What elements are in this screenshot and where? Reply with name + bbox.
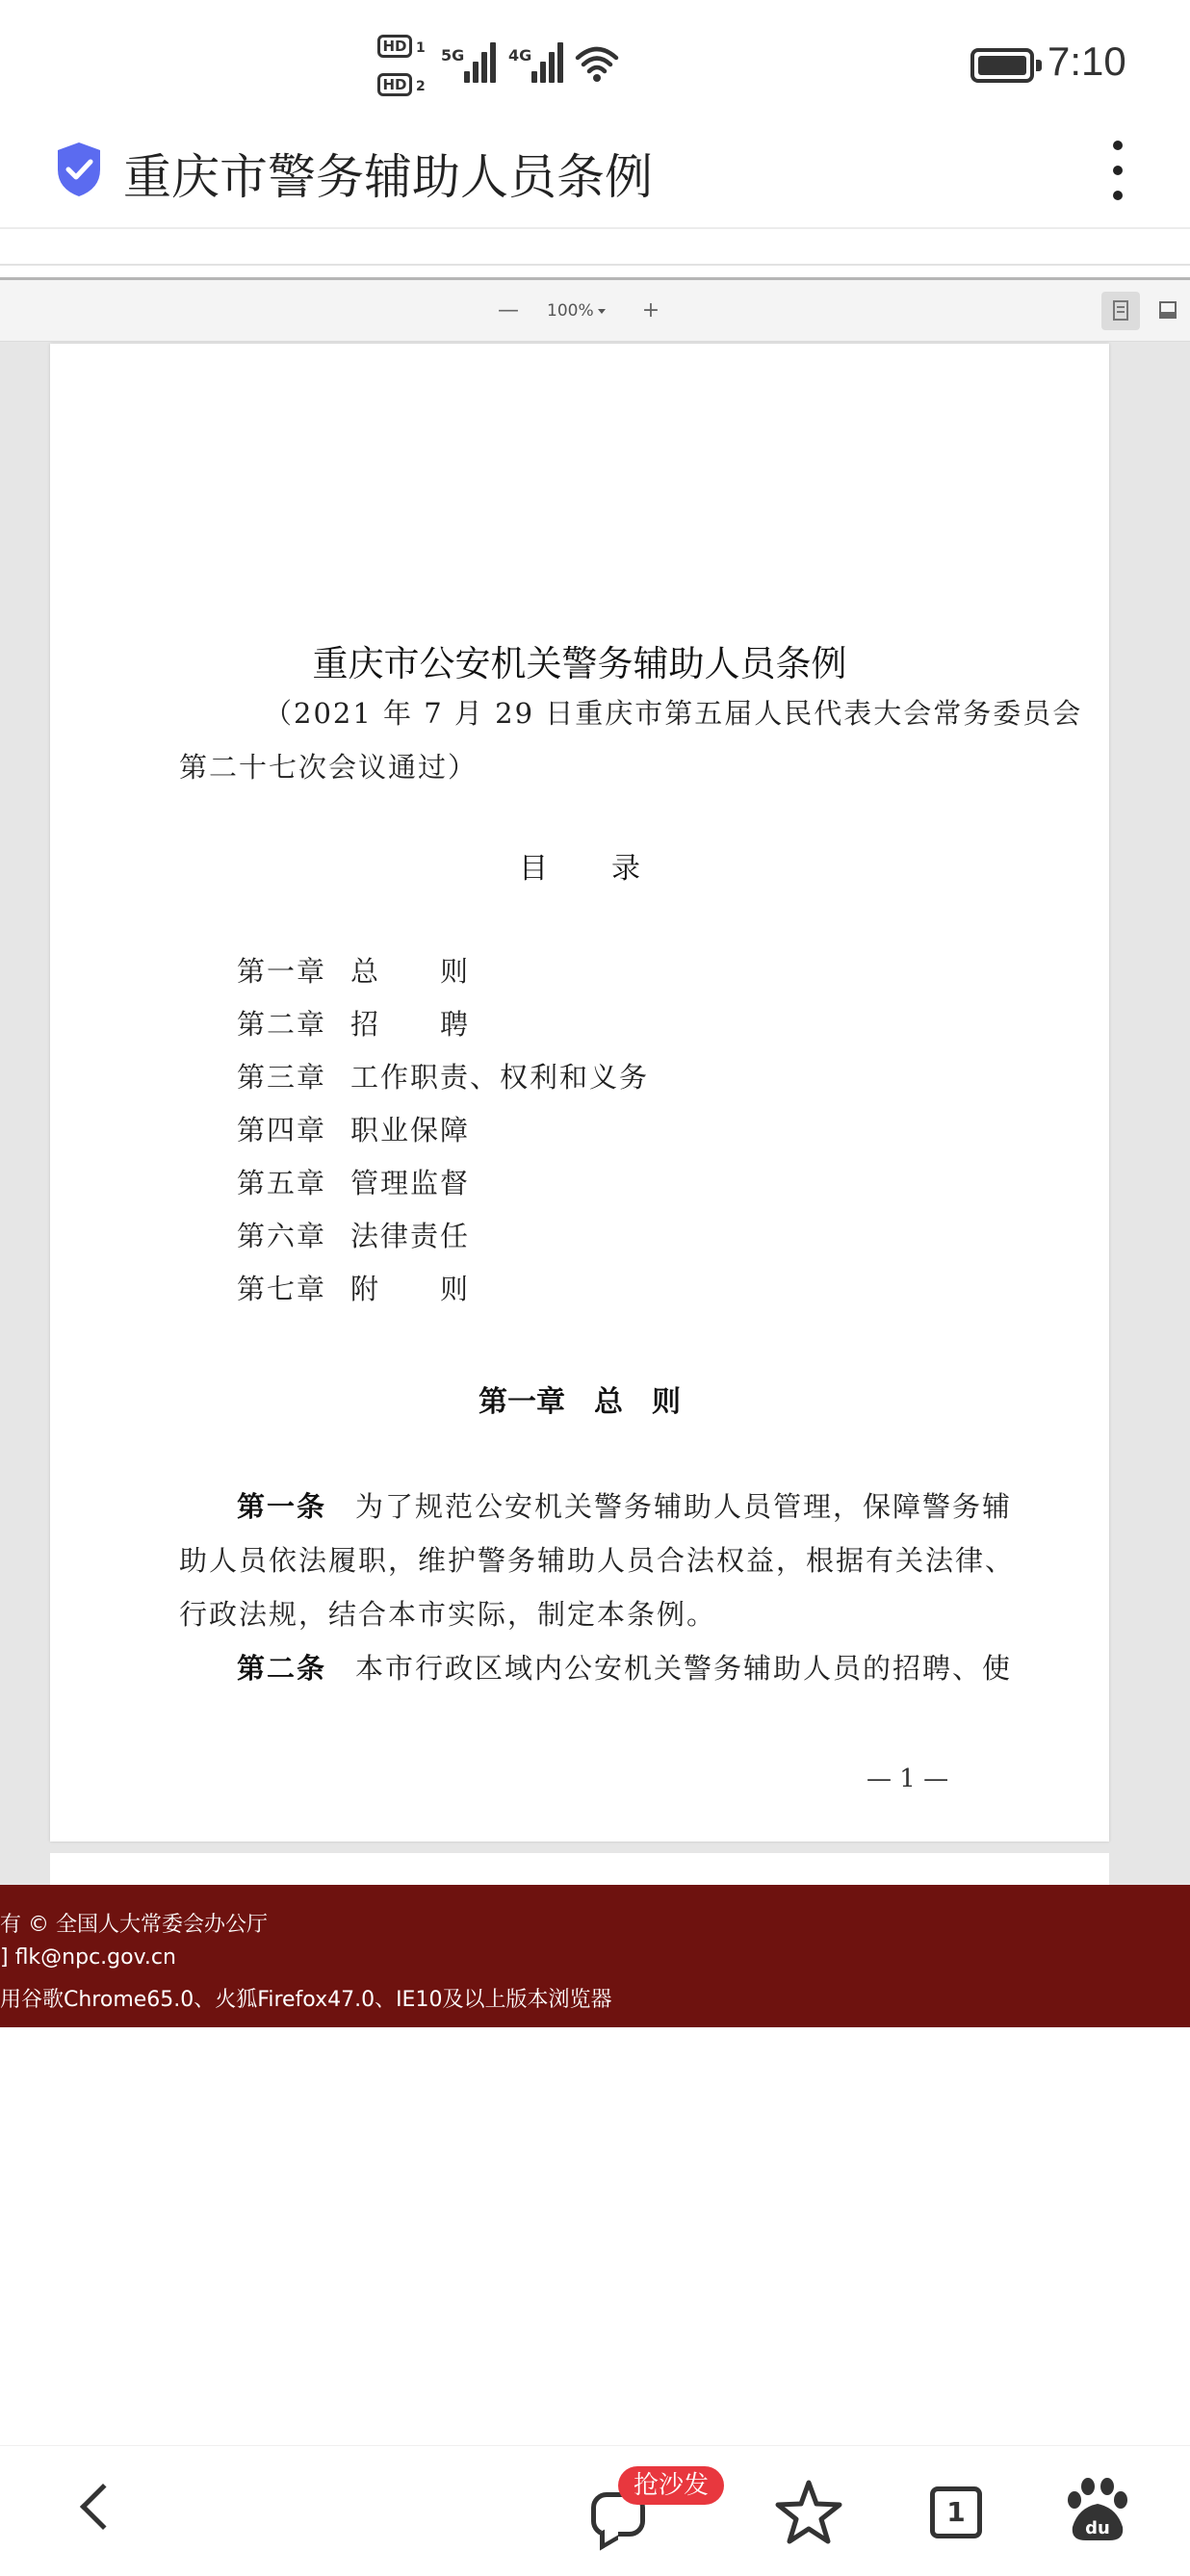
hd-badge-1: HD (377, 35, 412, 58)
article2-line1 (237, 1647, 1012, 1687)
battery-icon (970, 48, 1034, 83)
toc-item (237, 1056, 649, 1095)
toc-item-number: 第六章 (237, 1220, 327, 1252)
footer-email[interactable]: ] flk@npc.gov.cn (0, 1945, 176, 1970)
clock-time: 7:10 (1048, 39, 1126, 84)
signal-bars-icon (464, 39, 499, 83)
page-number: — 1 — (867, 1765, 949, 1793)
document-page (50, 344, 1109, 1842)
sidebar-toggle-icon[interactable] (1153, 292, 1190, 330)
favorite-button[interactable] (761, 2463, 857, 2560)
viewer-toolbar (0, 280, 1190, 342)
browser-title-bar (0, 116, 1190, 229)
document-subtitle-line2: 第二十七次会议通过） (179, 751, 479, 784)
footer-copyright: 有 © 全国人大常委会办公厅 (0, 1913, 268, 1937)
toc-item-title: 管理监督 (350, 1167, 471, 1199)
more-options-icon[interactable] (1103, 137, 1132, 204)
baidu-paw-icon (1049, 2463, 1146, 2560)
toc-item (237, 950, 470, 990)
toc-item-title: 法律责任 (350, 1220, 471, 1252)
status-bar (0, 0, 1190, 116)
divider (0, 264, 1190, 266)
toc-item-number: 第三章 (237, 1061, 327, 1094)
toc-item-title: 工作职责、权利和义务 (350, 1061, 650, 1094)
article1-line3: 行政法规，结合本市实际，制定本条例。 (179, 1598, 717, 1631)
svg-text:du: du (1085, 2518, 1110, 2538)
toc-item-title: 招 聘 (350, 1008, 471, 1041)
tabs-button[interactable] (909, 2463, 1005, 2560)
toc-item-number: 第四章 (237, 1114, 327, 1146)
next-document-page (50, 1853, 1109, 1885)
article2-label: 第二条 (237, 1652, 327, 1685)
wifi-icon (574, 42, 620, 85)
toc-item-title: 总 则 (350, 955, 471, 988)
article1-line2: 助人员依法履职，维护警务辅助人员合法权益，根据有关法律、 (179, 1544, 1016, 1577)
signal-bars-icon (531, 39, 566, 83)
document-title: 重庆市公安机关警务辅助人员条例 (312, 643, 847, 684)
footer-browser-note: 用谷歌Chrome65.0、火狐Firefox47.0、IE10及以上版本浏览器 (0, 1988, 612, 2012)
toc-item (237, 1162, 470, 1201)
baidu-button[interactable] (1049, 2463, 1146, 2560)
toc-item-title: 职业保障 (350, 1114, 471, 1146)
security-shield-icon (54, 141, 104, 198)
article1-label: 第一条 (237, 1490, 327, 1523)
zoom-level-value: 100% (547, 301, 594, 321)
toc-item-number: 第五章 (237, 1167, 327, 1199)
back-arrow-icon (80, 2484, 126, 2530)
zoom-out-button[interactable]: — (498, 298, 519, 322)
toc-item-number: 第二章 (237, 1008, 327, 1041)
back-button[interactable] (50, 2463, 146, 2560)
sofa-badge[interactable]: 抢沙发 (618, 2466, 724, 2505)
article1-line1 (237, 1485, 1012, 1525)
star-icon (761, 2463, 857, 2560)
article2-text: 本市行政区域内公安机关警务辅助人员的招聘、使 (355, 1652, 1013, 1685)
toc-item-number: 第七章 (237, 1273, 327, 1305)
zoom-level-dropdown[interactable] (547, 294, 606, 328)
hd-badge-1-sub: 1 (416, 40, 426, 56)
page-title: 重庆市警务辅助人员条例 (123, 149, 653, 205)
hd-badge-2-sub: 2 (416, 79, 426, 94)
article1-text: 为了规范公安机关警务辅助人员管理，保障警务辅 (355, 1490, 1013, 1523)
zoom-in-button[interactable]: + (641, 298, 660, 322)
page-view-icon[interactable] (1101, 292, 1140, 330)
toc-item-number: 第一章 (237, 955, 327, 988)
chevron-down-icon (598, 309, 606, 314)
chapter-heading: 第一章 总 则 (479, 1385, 681, 1419)
document-subtitle-line1: （2021 年 7 月 29 日重庆市第五届人民代表大会常务委员会 (264, 697, 1083, 730)
toc-item (237, 1215, 470, 1254)
document-viewer[interactable] (0, 277, 1190, 1885)
network-4g-label: 4G (508, 46, 532, 64)
hd-voice-indicator (377, 35, 431, 100)
toc-item (237, 1003, 470, 1043)
network-5g-label: 5G (441, 46, 465, 64)
toc-item-title: 附 则 (350, 1273, 471, 1305)
site-footer (0, 1885, 1190, 2027)
toc-item (237, 1109, 470, 1148)
hd-badge-2: HD (377, 73, 412, 96)
bottom-navigation (0, 2445, 1190, 2576)
toc-item (237, 1268, 470, 1307)
toc-heading: 目 录 (519, 852, 658, 886)
tab-count: 1 (930, 2486, 982, 2538)
